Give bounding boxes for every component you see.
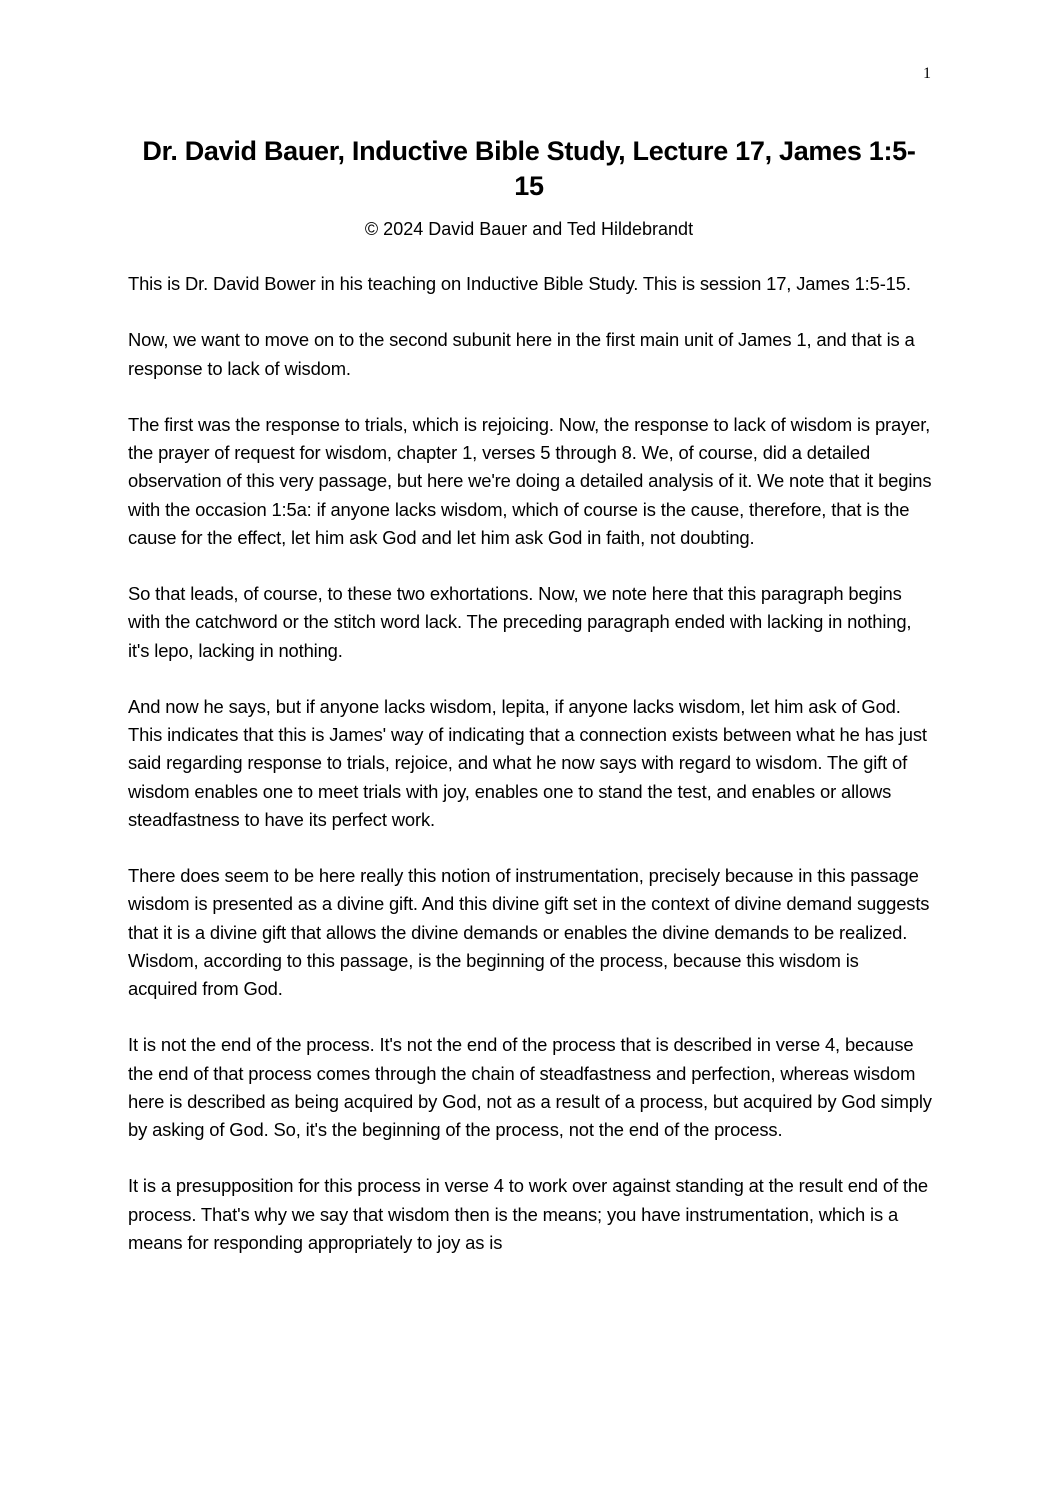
copyright-line: © 2024 David Bauer and Ted Hildebrandt bbox=[364, 219, 694, 239]
paragraph: It is not the end of the process. It's not the end of the process that is described in verse 4, because the end of that process comes through the chain of steadfastness and perfection, whereas wisdom here is described as being acquired by God, not as a result of a process, but acquired by God simply by asking of God. So, it's the beginning of the process, not the end of the process. bbox=[128, 1034, 932, 1140]
paragraph: There does seem to be here really this notion of instrumentation, precisely because in this passage wisdom is presented as a divine gift. And this divine gift set in the context of divine demand suggests that it is a divine gift that allows the divine demands or enables the divine demands to be realized. Wisdom, according to this passage, is the beginning of the process, because this wisdom is acquired from God. bbox=[128, 865, 930, 999]
paragraph: And now he says, but if anyone lacks wisdom, lepita, if anyone lacks wisdom, let him ask of God. This indicates that this is James' way of indicating that a connection exists between what he has just said regarding response to trials, rejoice, and what he now says with regard to wisdom. The gift of wisdom enables one to meet trials with joy, enables one to stand the test, and enables or allows steadfastness to have its perfect work. bbox=[128, 695, 927, 830]
document-body bbox=[128, 270, 932, 1285]
paragraph: The first was the response to trials, which is rejoicing. Now, the response to lack of wisdom is prayer, the prayer of request for wisdom, chapter 1, verses 5 through 8. We, of course, did a detailed observation of this very passage, but here we're doing a detailed analysis of it. We note that it begins with the occasion 1:5a: if anyone lacks wisdom, which of course is the cause, therefore, that is the cause for the effect, let him ask God and let him ask God in faith, not doubting. bbox=[128, 413, 932, 548]
document-title: Dr. David Bauer, Inductive Bible Study, Lecture 17, James 1:5-15 bbox=[142, 136, 916, 201]
paragraph: It is a presupposition for this process in verse 4 to work over against standing at the result end of the process. That's why we say that wisdom then is the means; you have instrumentation, which is a means for responding appropriately to joy as is bbox=[128, 1175, 929, 1253]
paragraph: Now, we want to move on to the second subunit here in the first main unit of James 1, and that is a response to lack of wisdom. bbox=[128, 329, 915, 379]
page-number: 1 bbox=[923, 65, 931, 82]
paragraph: This is Dr. David Bower in his teaching on Inductive Bible Study. This is session 17, James 1:5-15. bbox=[128, 273, 911, 294]
paragraph: So that leads, of course, to these two exhortations. Now, we note here that this paragraph begins with the catchword or the stitch word lack. The preceding paragraph ended with lacking in nothing, it's lepo, lacking in nothing. bbox=[128, 583, 912, 661]
